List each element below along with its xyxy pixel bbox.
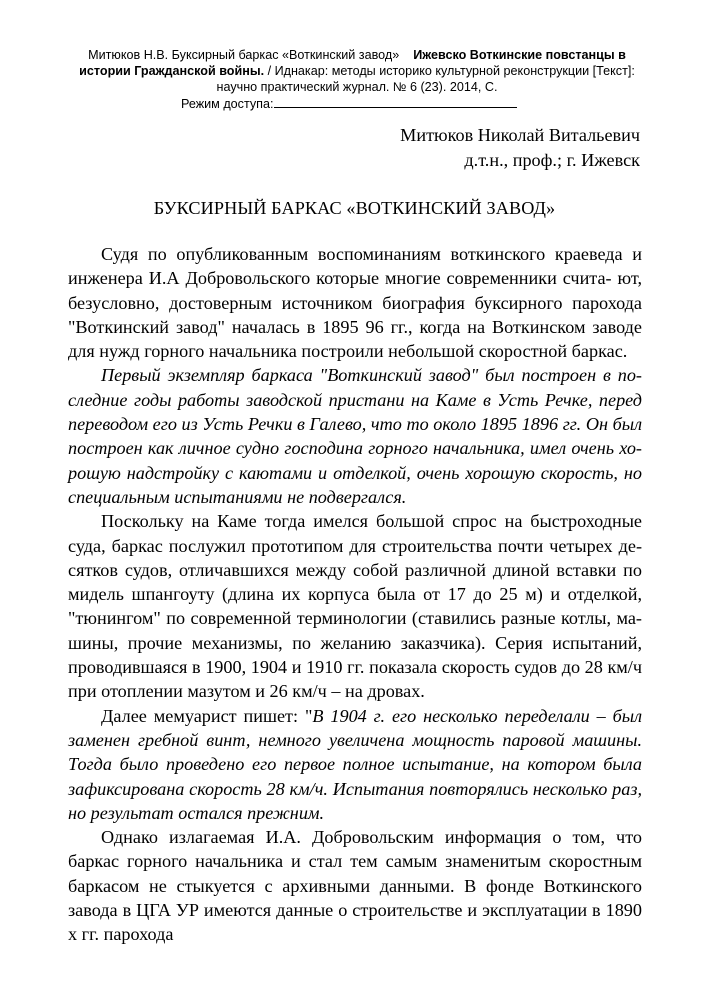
author-name: Митюков Николай Витальевич bbox=[400, 125, 640, 145]
paragraph-4-lead: Далее мемуарист пишет: " bbox=[101, 705, 313, 726]
citation-access bbox=[62, 95, 652, 112]
article-title: БУКСИРНЫЙ БАРКАС «ВОТКИНСКИЙ ЗАВОД» bbox=[153, 198, 556, 218]
paragraph-2-quote: Первый экземпляр баркаса "Воткинский завод" был построен в по- следние годы работы заводской пристани на Каме в Усть Речке, перед переводом его из Усть Речки в Галево, что то около 1895 1896 гг. Он был построен как личное судно господина горного начальника, имел очень хо- рошую надстройку с каютами и отделкой, очень хорошую скорость, но специальным испытаниями не подвергался. bbox=[68, 365, 642, 507]
citation-header bbox=[62, 47, 652, 112]
paragraph-4-quote: В 1904 г. его несколько переделали – был заменен гребной винт, немного увеличена мощность паровой машины. Тогда было проведено его первое полное испытание, на котором была зафиксирована скорость 28 км/ч. Испытания повторялись несколько раз, но результат остался прежним. bbox=[68, 705, 642, 823]
paragraph-1: Судя по опубликованным воспоминаниям воткинского краеведа и инженера И.А Добровольского которые многие современники счита- ют, безусловно, достоверным источником биография буксирного парохода "Воткинский завод" началась в 1895 96 гг., когда на Воткинском заводе для нужд горного начальника построили небольшой скоростной баркас. bbox=[68, 244, 642, 362]
citation-journal: / Иднакар: методы историко культурной реконструкции [Текст]: научно практический журнал. № 6 (23). 2014, С. bbox=[216, 64, 635, 94]
paragraph-4 bbox=[68, 704, 642, 825]
article-body bbox=[68, 242, 642, 947]
access-label: Режим доступа: bbox=[181, 97, 274, 111]
author-block bbox=[400, 123, 640, 173]
paragraph-5: Однако излагаемая И.А. Добровольским информация о том, что баркас горного начальника и стал тем самым знаменитым скоростным баркасом не стыкуется с архивными данными. В фонде Воткинского завода в ЦГА УР имеются данные о строительстве и эксплуатации в 1890 х гг. парохода bbox=[68, 827, 642, 945]
citation-collection-title: Ижевско Воткинские повстанцы в истории Гражданской войны. bbox=[79, 48, 626, 78]
access-underline bbox=[274, 95, 517, 108]
author-position: д.т.н., проф.; г. Ижевск bbox=[464, 150, 640, 170]
paragraph-3: Поскольку на Каме тогда имелся большой спрос на быстроходные суда, баркас послужил прототипом для строительства почти четырех де- сятков судов, отличавшихся между собой различной длиной вставки по мидель шпангоуту (длина их корпуса была от 17 до 25 м) и отделкой, "тюнингом" по современной терминологии (ставились разные котлы, ма- шины, прочие механизмы, по желанию заказчика). Серия испытаний, проводившаяся в 1900, 1904 и 1910 гг. показала скорость судов до 28 км/ч при отоплении мазутом и 26 км/ч – на дровах. bbox=[68, 511, 642, 702]
citation-source: Митюков Н.В. Буксирный баркас «Воткинский завод» bbox=[88, 48, 400, 62]
